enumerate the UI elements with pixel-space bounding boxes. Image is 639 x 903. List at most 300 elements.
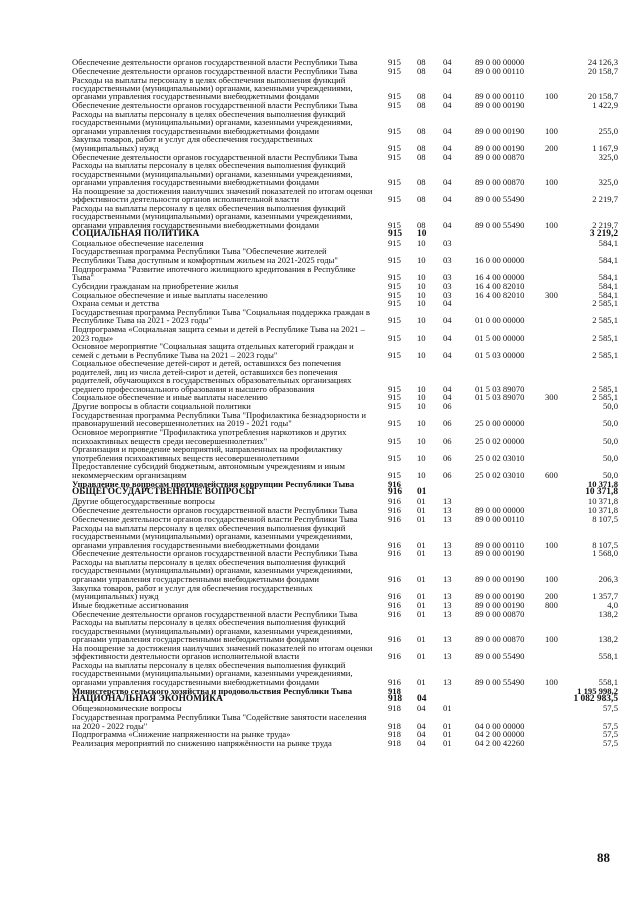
row-target-article: 25 0 02 03010 — [475, 452, 525, 463]
row-subsection: 03 — [443, 272, 452, 283]
table-row — [72, 644, 620, 661]
row-subsection: 04 — [443, 125, 452, 136]
table-row — [72, 76, 620, 102]
row-target-article: 01 5 03 89070 — [475, 392, 525, 403]
row-amount: 2 585,1 — [592, 332, 618, 343]
row-ministry-code: 915 — [388, 392, 401, 403]
row-section: 10 — [417, 315, 426, 326]
row-name: Закупка товаров, работ и услуг для обеспечения государственных (муниципальных) нужд — [72, 134, 313, 153]
row-ministry-code: 916 — [388, 634, 401, 645]
row-amount: 50,0 — [602, 452, 618, 463]
row-ministry-code: 915 — [388, 469, 401, 480]
table-row — [72, 558, 620, 584]
row-amount: 10 371,8 — [587, 496, 618, 507]
row-ministry-code: 916 — [388, 651, 401, 662]
row-section: 08 — [417, 177, 426, 188]
row-name: Иные бюджетные ассигнования — [72, 599, 189, 610]
row-section: 10 — [417, 237, 426, 248]
row-section: 10 — [417, 332, 426, 343]
row-expense-type: 100 — [545, 125, 558, 136]
page-number: 88 — [597, 850, 610, 865]
row-expense-type: 800 — [545, 599, 558, 610]
row-target-article: 89 0 00 00110 — [475, 539, 525, 550]
row-target-article: 89 0 00 00000 — [475, 57, 525, 67]
row-subsection: 06 — [443, 435, 452, 446]
row-section: 10 — [417, 435, 426, 446]
row-amount: 558,1 — [598, 651, 618, 662]
row-ministry-code: 915 — [388, 315, 401, 326]
row-target-article: 89 0 00 00190 — [475, 100, 525, 111]
row-name: Расходы на выплаты персоналу в целях обеспечения выполнения функций государственными (муниципальными) органами, казенными учреждениями, органами управления государственными внебюджетными фондами — [72, 74, 353, 102]
table-row — [72, 265, 620, 282]
row-subsection: 04 — [443, 298, 452, 309]
row-target-article: 16 0 00 00000 — [475, 254, 525, 265]
row-section: 10 — [417, 401, 426, 412]
row-ministry-code: 918 — [388, 694, 403, 705]
row-ministry-code: 916 — [388, 513, 401, 524]
row-section: 01 — [417, 599, 426, 610]
row-name: На поощрение за достижения наилучших значений показателей по итогам оценки эффективности деятельности органов исполнительной власти — [72, 642, 373, 662]
row-name: Обеспечение деятельности органов государственной власти Республики Тыва — [72, 65, 358, 76]
row-ministry-code: 915 — [388, 349, 401, 360]
row-name: НАЦИОНАЛЬНАЯ ЭКОНОМИКА — [72, 694, 223, 705]
row-subsection: 01 — [443, 729, 452, 740]
budget-table — [72, 58, 620, 748]
row-target-article: 04 2 00 00000 — [475, 729, 525, 740]
row-target-article: 04 0 00 00000 — [475, 720, 525, 731]
row-amount: 10 371,8 — [585, 487, 618, 498]
row-amount: 24 126,3 — [587, 57, 618, 67]
row-name: Обеспечение деятельности органов государственной власти Республики Тыва — [72, 100, 358, 111]
row-name: На поощрение за достижения наилучших значений показателей по итогам оценки эффективности деятельности органов исполнительной власти — [72, 185, 373, 205]
row-ministry-code: 915 — [388, 280, 401, 291]
row-ministry-code: 915 — [388, 452, 401, 463]
row-section: 08 — [417, 151, 426, 162]
row-ministry-code: 915 — [388, 151, 401, 162]
row-ministry-code: 916 — [388, 599, 401, 610]
row-expense-type: 100 — [545, 676, 558, 687]
row-subsection: 13 — [443, 505, 452, 516]
row-name: Подпрограмма «Снижение напряженности на рынке труда» — [72, 729, 291, 740]
row-amount: 50,0 — [602, 401, 618, 412]
row-section: 10 — [417, 418, 426, 429]
row-amount: 255,0 — [598, 125, 618, 136]
row-section: 10 — [417, 254, 426, 265]
row-name: Государственная программа Республики Тыва "Социальная поддержка граждан в Республике Тыва на 2021 - 2023 годы" — [72, 307, 370, 326]
row-ministry-code: 915 — [388, 418, 401, 429]
row-amount: 2 585,1 — [592, 392, 618, 403]
row-subsection: 01 — [443, 703, 452, 714]
row-ministry-code: 915 — [388, 91, 401, 102]
row-ministry-code: 916 — [388, 573, 401, 584]
row-section: 10 — [417, 228, 427, 239]
row-section: 01 — [417, 505, 426, 516]
table-row — [72, 445, 620, 462]
row-ministry-code: 915 — [388, 194, 401, 205]
row-amount: 584,1 — [598, 289, 618, 300]
row-subsection: 04 — [443, 142, 452, 153]
row-subsection: 03 — [443, 289, 452, 300]
row-ministry-code: 915 — [388, 100, 401, 111]
row-amount: 57,5 — [602, 738, 618, 749]
row-section: 04 — [417, 720, 426, 731]
row-ministry-code: 915 — [388, 219, 401, 230]
row-section: 04 — [417, 703, 426, 714]
table-row — [72, 110, 620, 136]
row-subsection: 04 — [443, 219, 452, 230]
row-amount: 8 107,5 — [592, 513, 618, 524]
row-expense-type: 200 — [545, 142, 558, 153]
row-target-article: 89 0 00 00870 — [475, 608, 525, 619]
row-ministry-code: 916 — [388, 548, 401, 559]
row-ministry-code: 916 — [388, 591, 401, 601]
row-amount: 10 371,8 — [587, 505, 618, 516]
row-ministry-code: 918 — [388, 729, 401, 740]
row-amount: 50,0 — [602, 418, 618, 429]
row-subsection: 04 — [443, 177, 452, 188]
table-row — [72, 713, 620, 730]
row-target-article: 89 0 00 00190 — [475, 125, 525, 136]
row-target-article: 01 5 00 00000 — [475, 332, 525, 343]
row-target-article: 89 0 00 00190 — [475, 599, 525, 610]
row-amount: 57,5 — [602, 703, 618, 714]
row-ministry-code: 916 — [388, 676, 401, 687]
row-ministry-code: 915 — [388, 332, 401, 343]
row-name: Расходы на выплаты персоналу в целях обеспечения выполнения функций государственными (муниципальными) органами, казенными учреждениями, органами управления государственными внебюджетными фондами — [72, 160, 353, 188]
row-subsection: 06 — [443, 401, 452, 412]
row-name: Обеспечение деятельности органов государственной власти Республики Тыва — [72, 513, 358, 524]
row-section: 01 — [417, 487, 427, 498]
row-name: Расходы на выплаты персоналу в целях обеспечения выполнения функций государственными (муниципальными) органами, казенными учреждениями, органами управления государственными внебюджетными фондами — [72, 108, 353, 136]
row-subsection: 13 — [443, 599, 452, 610]
table-row — [72, 247, 620, 264]
row-subsection: 04 — [443, 194, 452, 205]
row-target-article: 01 5 03 89070 — [475, 383, 525, 394]
row-name: Охрана семьи и детства — [72, 298, 160, 309]
row-amount: 1 357,7 — [592, 591, 618, 601]
row-amount: 2 219,7 — [592, 219, 618, 230]
table-row — [72, 739, 620, 748]
row-ministry-code: 915 — [388, 435, 401, 446]
row-name: Общеэкономические вопросы — [72, 703, 182, 714]
row-expense-type: 100 — [545, 91, 558, 102]
row-section: 08 — [417, 100, 426, 111]
row-target-article: 89 0 00 00870 — [475, 177, 525, 188]
row-target-article: 89 0 00 00870 — [475, 151, 525, 162]
row-expense-type: 600 — [545, 469, 558, 480]
row-amount: 10 371,8 — [587, 478, 618, 489]
row-subsection: 03 — [443, 280, 452, 291]
row-amount: 57,5 — [602, 729, 618, 740]
table-row — [72, 462, 620, 479]
row-ministry-code: 916 — [388, 478, 401, 489]
row-name: Подпрограмма "Развитие ипотечного жилищного кредитования в Республике Тыва" — [72, 263, 356, 283]
row-expense-type: 300 — [545, 392, 558, 403]
row-target-article: 01 0 00 00000 — [475, 315, 525, 326]
row-name: ОБЩЕГОСУДАРСТВЕННЫЕ ВОПРОСЫ — [72, 487, 255, 498]
row-section: 10 — [417, 383, 426, 394]
row-name: Государственная программа Республики Тыва "Обеспечение жителей Республики Тыва доступным и комфортным жильем на 2021-2025 годы" — [72, 246, 338, 265]
row-subsection: 13 — [443, 651, 452, 662]
row-ministry-code: 918 — [388, 720, 401, 731]
row-section: 01 — [417, 548, 426, 559]
row-target-article: 25 0 00 00000 — [475, 418, 525, 429]
row-expense-type: 100 — [545, 539, 558, 550]
row-subsection: 13 — [443, 539, 452, 550]
row-section: 08 — [417, 57, 426, 67]
row-amount: 1 082 983,5 — [573, 694, 618, 705]
row-section: 08 — [417, 142, 426, 153]
row-subsection: 13 — [443, 496, 452, 507]
row-amount: 57,5 — [602, 720, 618, 731]
row-target-article: 89 0 00 00190 — [475, 548, 525, 559]
row-name: Закупка товаров, работ и услуг для обеспечения государственных (муниципальных) нужд — [72, 582, 313, 601]
row-name: Управление по вопросам противодействия коррупции Республики Тыва — [72, 478, 355, 489]
row-section: 08 — [417, 91, 426, 102]
row-subsection: 13 — [443, 676, 452, 687]
table-row — [72, 187, 620, 204]
row-ministry-code: 915 — [388, 177, 401, 188]
row-target-article: 89 0 00 00000 — [475, 505, 525, 516]
table-row — [72, 428, 620, 445]
row-subsection: 03 — [443, 237, 452, 248]
row-expense-type: 300 — [545, 289, 558, 300]
row-amount: 3 219,2 — [589, 228, 618, 239]
table-row — [72, 661, 620, 687]
row-target-article: 25 0 02 03010 — [475, 469, 525, 480]
row-section: 10 — [417, 469, 426, 480]
row-section: 01 — [417, 651, 426, 662]
row-section: 10 — [417, 392, 426, 403]
row-amount: 2 585,1 — [592, 349, 618, 360]
row-amount: 20 158,7 — [587, 65, 618, 76]
row-target-article: 25 0 02 00000 — [475, 435, 525, 446]
row-amount: 4,0 — [607, 599, 618, 610]
row-amount: 1 195 998,2 — [577, 685, 618, 696]
row-section: 10 — [417, 289, 426, 300]
row-name: Социальное обеспечение и иные выплаты населению — [72, 289, 268, 300]
row-amount: 584,1 — [598, 280, 618, 291]
row-ministry-code: 915 — [388, 142, 401, 153]
row-expense-type: 100 — [545, 219, 558, 230]
row-expense-type: 100 — [545, 177, 558, 188]
row-ministry-code: 915 — [388, 401, 401, 412]
row-subsection: 13 — [443, 548, 452, 559]
row-amount: 8 107,5 — [592, 539, 618, 550]
row-subsection: 06 — [443, 452, 452, 463]
row-target-article: 16 4 00 82010 — [475, 289, 525, 300]
row-ministry-code: 915 — [388, 272, 401, 283]
row-ministry-code: 915 — [388, 254, 401, 265]
row-ministry-code: 918 — [388, 685, 401, 696]
row-target-article: 89 0 00 55490 — [475, 194, 525, 205]
row-target-article: 89 0 00 00110 — [475, 91, 525, 102]
row-target-article: 89 0 00 00190 — [475, 573, 525, 584]
row-name: Обеспечение деятельности органов государственной власти Республики Тыва — [72, 151, 358, 162]
row-ministry-code: 915 — [388, 125, 401, 136]
row-amount: 1 568,0 — [592, 548, 618, 559]
row-name: Организация и проведение мероприятий, направленных на профилактику употребления психоактивных веществ несовершеннолетними — [72, 444, 343, 463]
row-name: Государственная программа Республики Тыва "Профилактика безнадзорности и правонарушений несовершеннолетних на 2019 - 2021 годы" — [72, 409, 366, 429]
row-name: Другие вопросы в области социальной политики — [72, 401, 251, 412]
row-ministry-code: 915 — [388, 383, 401, 394]
row-amount: 138,2 — [598, 634, 618, 645]
row-name: Расходы на выплаты персоналу в целях обеспечения выполнения функций государственными (муниципальными) органами, казенными учреждениями, органами управления государственными внебюджетными фондами — [72, 659, 353, 687]
row-amount: 20 158,7 — [587, 91, 618, 102]
row-section: 08 — [417, 125, 426, 136]
row-expense-type: 100 — [545, 634, 558, 645]
row-name: Социальное обеспечение населения — [72, 237, 204, 248]
row-name: Обеспечение деятельности органов государственной власти Республики Тыва — [72, 505, 358, 516]
row-amount: 584,1 — [598, 254, 618, 265]
row-section: 01 — [417, 539, 426, 550]
row-target-article: 89 0 00 00110 — [475, 513, 525, 524]
row-section: 01 — [417, 591, 426, 601]
row-name: Подпрограмма «Социальная защита семьи и детей в Республике Тыва на 2021 – 2023 годы» — [72, 324, 365, 343]
row-ministry-code: 916 — [388, 496, 401, 507]
row-name: Основное мероприятие "Социальная защита отдельных категорий граждан и семей с детьми в Республике Тыва на 2021 – 2023 годы" — [72, 341, 354, 360]
row-subsection: 04 — [443, 392, 452, 403]
row-name: Предоставление субсидий бюджетным, автономным учреждениям и иным некоммерческим организациям — [72, 461, 345, 480]
table-row — [72, 325, 620, 342]
row-section: 04 — [417, 694, 427, 705]
row-subsection: 04 — [443, 349, 452, 360]
row-subsection: 03 — [443, 254, 452, 265]
row-ministry-code: 915 — [388, 298, 401, 309]
row-subsection: 04 — [443, 65, 452, 76]
row-target-article: 04 2 00 42260 — [475, 738, 525, 749]
table-row — [72, 584, 620, 601]
row-amount: 50,0 — [602, 469, 618, 480]
row-amount: 325,0 — [598, 177, 618, 188]
row-section: 01 — [417, 573, 426, 584]
row-name: Обеспечение деятельности органов государственной власти Республики Тыва — [72, 548, 358, 559]
table-row — [72, 411, 620, 428]
row-subsection: 04 — [443, 332, 452, 343]
row-ministry-code: 915 — [388, 228, 403, 239]
row-amount: 584,1 — [598, 237, 618, 248]
row-section: 04 — [417, 738, 426, 749]
row-subsection: 06 — [443, 469, 452, 480]
row-section: 01 — [417, 608, 426, 619]
row-amount: 2 585,1 — [592, 383, 618, 394]
row-ministry-code: 916 — [388, 539, 401, 550]
row-ministry-code: 918 — [388, 703, 401, 714]
row-subsection: 13 — [443, 608, 452, 619]
row-subsection: 13 — [443, 634, 452, 645]
row-subsection: 01 — [443, 738, 452, 749]
row-target-article: 89 0 00 55490 — [475, 219, 525, 230]
row-name: Расходы на выплаты персоналу в целях обеспечения выполнения функций государственными (муниципальными) органами, казенными учреждениями, органами управления государственными внебюджетными фондами — [72, 617, 353, 645]
row-target-article: 89 0 00 00190 — [475, 591, 525, 601]
row-ministry-code: 918 — [388, 738, 401, 749]
row-ministry-code: 916 — [388, 505, 401, 516]
row-section: 08 — [417, 65, 426, 76]
row-target-article: 89 0 00 55490 — [475, 651, 525, 662]
row-subsection: 04 — [443, 383, 452, 394]
row-target-article: 89 0 00 55490 — [475, 676, 525, 687]
row-target-article: 16 4 00 82010 — [475, 280, 525, 291]
table-row — [72, 161, 620, 187]
row-name: Социальное обеспечение и иные выплаты населению — [72, 392, 268, 403]
row-section: 01 — [417, 634, 426, 645]
row-target-article: 01 5 03 00000 — [475, 349, 525, 360]
table-row — [72, 342, 620, 359]
row-section: 10 — [417, 298, 426, 309]
row-target-article: 16 4 00 00000 — [475, 272, 525, 283]
row-ministry-code: 916 — [388, 608, 401, 619]
row-name: Социальное обеспечение детей-сирот и детей, оставшихся без попечения родителей, лиц из числа детей-сирот и детей, оставшихся без попечения родителей, обучающихся в государственных образовательных организациях среднего профессионального образования и высшего образования — [72, 358, 352, 394]
row-section: 01 — [417, 513, 426, 524]
row-amount: 206,3 — [598, 573, 618, 584]
table-row — [72, 135, 620, 152]
row-subsection: 04 — [443, 57, 452, 67]
row-amount: 138,2 — [598, 608, 618, 619]
row-target-article: 89 0 00 00190 — [475, 142, 525, 153]
row-name: Расходы на выплаты персоналу в целях обеспечения выполнения функций государственными (муниципальными) органами, казенными учреждениями, органами управления государственными внебюджетными фондами — [72, 522, 353, 550]
row-name: Расходы на выплаты персоналу в целях обеспечения выполнения функций государственными (муниципальными) органами, казенными учреждениями, органами управления государственными внебюджетными фондами — [72, 557, 353, 584]
row-amount: 1 167,9 — [592, 142, 618, 153]
row-section: 10 — [417, 349, 426, 360]
row-amount: 50,0 — [602, 435, 618, 446]
row-section: 08 — [417, 194, 426, 205]
row-amount: 584,1 — [598, 272, 618, 283]
row-subsection: 04 — [443, 151, 452, 162]
row-section: 04 — [417, 729, 426, 740]
row-ministry-code: 915 — [388, 57, 401, 67]
row-subsection: 06 — [443, 418, 452, 429]
row-subsection: 01 — [443, 720, 452, 731]
row-section: 10 — [417, 272, 426, 283]
row-amount: 2 585,1 — [592, 315, 618, 326]
row-subsection: 13 — [443, 573, 452, 584]
table-row — [72, 359, 620, 393]
row-ministry-code: 915 — [388, 65, 401, 76]
table-row — [72, 204, 620, 230]
row-subsection: 04 — [443, 91, 452, 102]
row-ministry-code: 916 — [388, 487, 403, 498]
row-name: Реализация мероприятий по снижению напряжённости на рынке труда — [72, 738, 332, 749]
row-name: СОЦИАЛЬНАЯ ПОЛИТИКА — [72, 228, 200, 239]
row-name: Другие общегосударственные вопросы — [72, 496, 215, 507]
row-section: 01 — [417, 496, 426, 507]
row-expense-type: 100 — [545, 573, 558, 584]
row-target-article: 89 0 00 00870 — [475, 634, 525, 645]
table-row — [72, 618, 620, 644]
row-expense-type: 200 — [545, 591, 558, 601]
row-subsection: 13 — [443, 513, 452, 524]
row-section: 10 — [417, 452, 426, 463]
row-subsection: 04 — [443, 100, 452, 111]
row-name: Расходы на выплаты персоналу в целях обеспечения выполнения функций государственными (муниципальными) органами, казенными учреждениями, органами управления государственными внебюджетными фондами — [72, 203, 353, 230]
row-name: Обеспечение деятельности органов государственной власти Республики Тыва — [72, 57, 358, 67]
row-section: 10 — [417, 280, 426, 291]
row-name: Обеспечение деятельности органов государственной власти Республики Тыва — [72, 608, 358, 619]
row-subsection: 13 — [443, 591, 452, 601]
row-name: Министерство сельского хозяйства и продовольствия Республики Тыва — [72, 685, 353, 696]
row-section: 01 — [417, 676, 426, 687]
row-amount: 325,0 — [598, 151, 618, 162]
row-amount: 2 219,7 — [592, 194, 618, 205]
row-amount: 2 585,1 — [592, 298, 618, 309]
row-name: Государственная программа Республики Тыва "Содействие занятости населения на 2020 - 2022 годы" — [72, 712, 367, 731]
row-name: Основное мероприятие "Профилактика употребления наркотиков и других психоактивных веществ среди несовершеннолетних" — [72, 427, 347, 446]
row-ministry-code: 915 — [388, 237, 401, 248]
row-ministry-code: 915 — [388, 289, 401, 300]
row-amount: 1 422,9 — [592, 100, 618, 111]
row-subsection: 04 — [443, 315, 452, 326]
row-name: Субсидии гражданам на приобретение жилья — [72, 280, 239, 291]
